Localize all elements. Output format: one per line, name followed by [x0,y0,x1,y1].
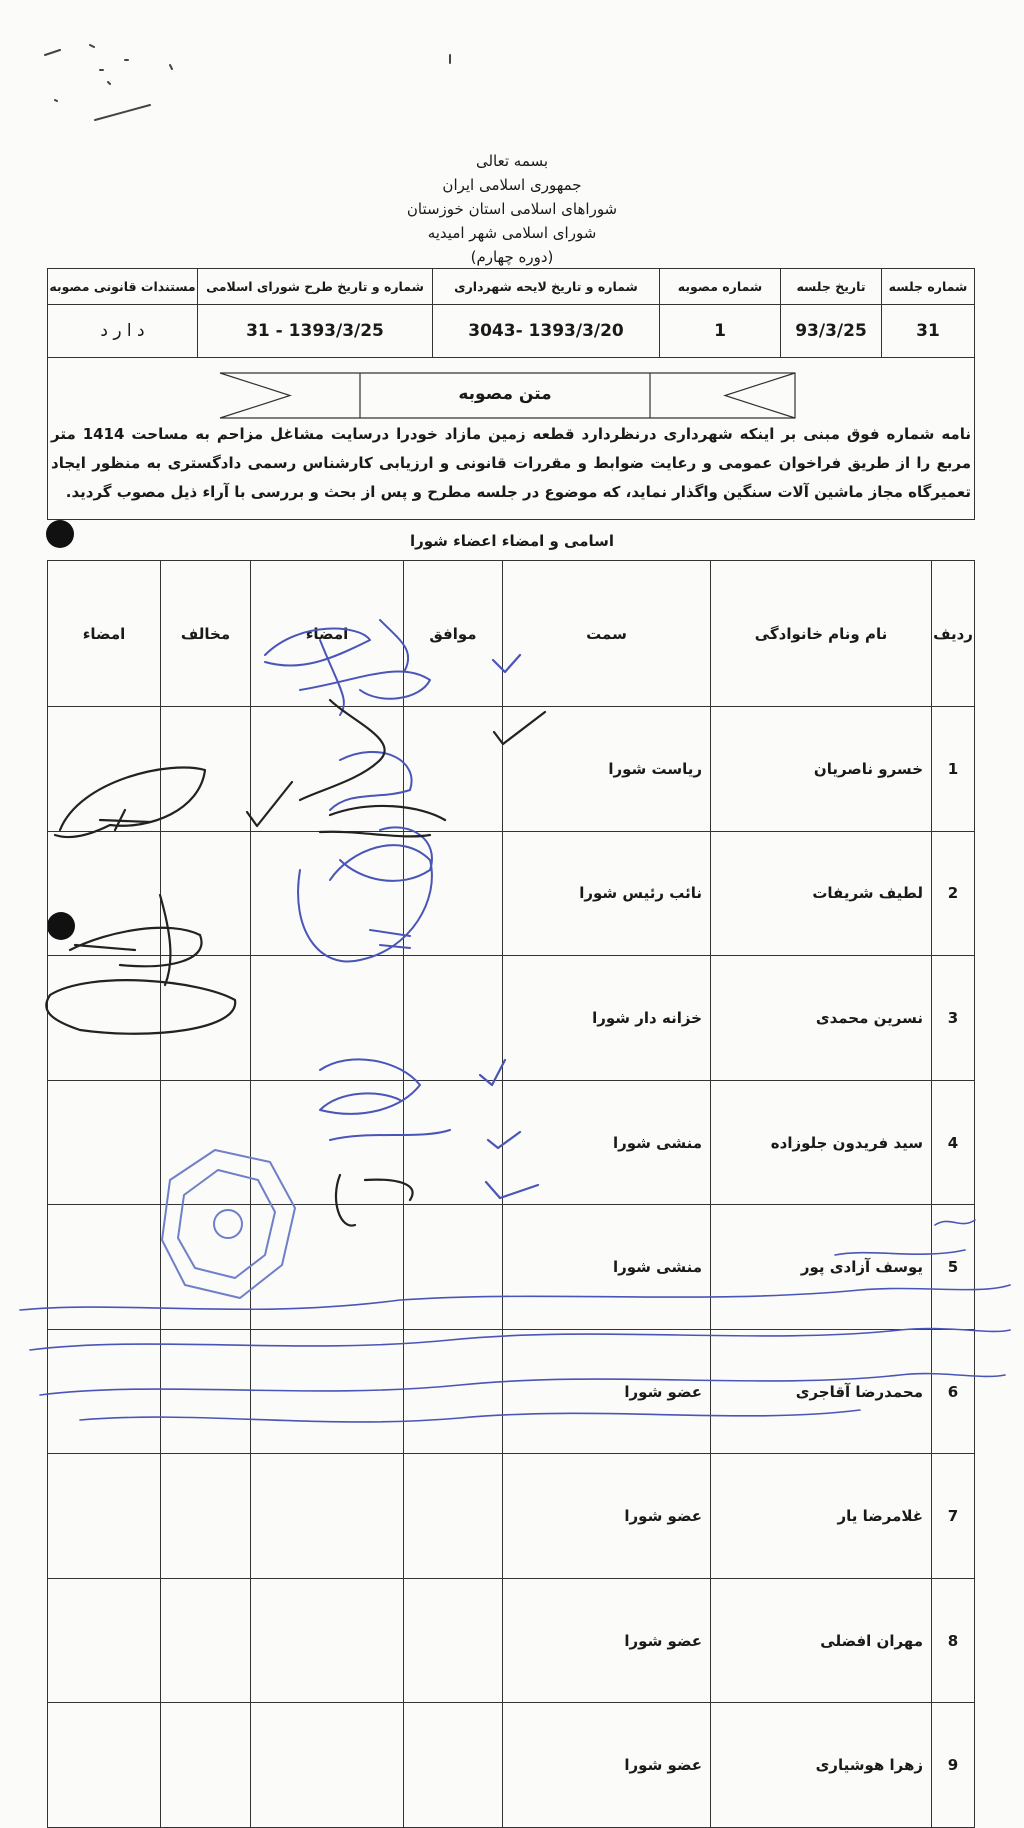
meta-header-resolution-no: شماره مصوبه [660,269,781,305]
member-disagree [161,1578,251,1703]
member-disagree [161,1703,251,1828]
member-position: عضو شورا [503,1454,711,1579]
resolution-title: متن مصوبه [458,384,552,404]
header-term: (دوره چهارم) [470,248,554,266]
member-row [48,1205,975,1330]
member-signature [251,1703,404,1828]
member-agree [404,1578,503,1703]
member-agree [404,1454,503,1579]
member-signature-2 [48,1454,161,1579]
resolution-title-banner [0,0,1024,430]
meta-header-legal-docs: مستندات قانونی مصوبه [48,269,198,305]
member-name: غلامرضا یار [711,1454,932,1579]
meta-session-no: 31 [882,305,975,358]
member-signature-2 [48,831,161,956]
member-agree [404,1205,503,1330]
member-agree [404,1329,503,1454]
member-signature [251,1454,404,1579]
header-country: جمهوری اسلامی ایران [442,176,582,194]
member-no: 3 [932,956,975,1081]
col-signature-2: امضاء [48,561,161,707]
member-disagree [161,831,251,956]
member-position: ریاست شورا [503,707,711,832]
member-name: زهرا هوشیاری [711,1703,932,1828]
member-no: 7 [932,1454,975,1579]
member-no: 6 [932,1329,975,1454]
member-position: عضو شورا [503,1703,711,1828]
member-position: منشی شورا [503,1080,711,1205]
member-signature [251,831,404,956]
member-position: نائب رئیس شورا [503,831,711,956]
member-no: 2 [932,831,975,956]
member-row [48,831,975,956]
member-row [48,1454,975,1579]
member-no: 9 [932,1703,975,1828]
member-position: عضو شورا [503,1578,711,1703]
meta-header-session-date: تاریخ جلسه [781,269,882,305]
member-rows [48,707,975,1828]
member-signature [251,1578,404,1703]
member-no: 5 [932,1205,975,1330]
col-row-no: ردیف [932,561,975,707]
member-signature [251,1080,404,1205]
meta-resolution-no: 1 [660,305,781,358]
meta-header-plan: شماره و تاریخ طرح شورای اسلامی [198,269,433,305]
member-disagree [161,956,251,1081]
member-row [48,956,975,1081]
member-disagree [161,707,251,832]
member-position: عضو شورا [503,1329,711,1454]
member-position: منشی شورا [503,1205,711,1330]
meta-header-bill: شماره و تاریخ لایحه شهرداری [433,269,660,305]
member-name: یوسف آزادی پور [711,1205,932,1330]
member-row [48,1329,975,1454]
member-agree [404,831,503,956]
member-signature-2 [48,1703,161,1828]
member-signature-2 [48,1329,161,1454]
member-name: نسرین محمدی [711,956,932,1081]
header-bismillah: بسمه تعالی [475,152,549,170]
header-city-council: شورای اسلامی شهر امیدیه [427,224,597,242]
member-disagree [161,1454,251,1579]
meta-header-session-no: شماره جلسه [882,269,975,305]
member-no: 8 [932,1578,975,1703]
meta-plan: 1393/3/25 - 31 [198,305,433,358]
member-signature-2 [48,1205,161,1330]
meta-bill: 1393/3/20 -3043 [433,305,660,358]
member-signature [251,707,404,832]
resolution-text: نامه شماره فوق مبنی بر اینکه شهرداری درنظردارد قطعه زمین مازاد خودرا درسایت مشاغل مزاحم به مساحت 1414 متر مربع را از طریق فراخوان عمومی و رعایت ضوابط و مقررات قانونی و ارزیابی کارشناس رسمی دادگستری به منظور ایجاد تعمیرگاه مجاز ماشین آلات سنگین واگذار نماید، که موضوع در جلسه مطرح و پس از بحث و بررسی با آراء ذیل مصوب گردید. [51,425,971,501]
member-row [48,1578,975,1703]
members-table [47,560,975,1828]
member-position: خزانه دار شورا [503,956,711,1081]
member-signature-2 [48,1578,161,1703]
col-agree: موافق [404,561,503,707]
member-row [48,1703,975,1828]
member-row [48,1080,975,1205]
member-name: لطیف شریفات [711,831,932,956]
member-row [48,707,975,832]
member-disagree [161,1205,251,1330]
member-signature-2 [48,1080,161,1205]
member-signature-2 [48,956,161,1081]
member-signature [251,956,404,1081]
member-signature [251,1329,404,1454]
member-agree [404,1080,503,1205]
col-position: سمت [503,561,711,707]
member-signature-2 [48,707,161,832]
member-agree [404,1703,503,1828]
member-name: خسرو ناصریان [711,707,932,832]
col-name: نام ونام خانوادگی [711,561,932,707]
member-no: 4 [932,1080,975,1205]
member-name: مهران افضلی [711,1578,932,1703]
meta-legal-docs: د ا ر د [48,305,198,358]
col-signature: امضاء [251,561,404,707]
member-disagree [161,1080,251,1205]
header-province-councils: شوراهای اسلامی استان خوزستان [406,200,618,218]
col-disagree: مخالف [161,561,251,707]
member-agree [404,707,503,832]
members-title: اسامی و امضاء اعضاء شورا [409,532,615,550]
member-agree [404,956,503,1081]
member-signature [251,1205,404,1330]
member-name: محمدرضا آقاجری [711,1329,932,1454]
member-name: سید فریدون جلوزاده [711,1080,932,1205]
member-no: 1 [932,707,975,832]
meta-session-date: 93/3/25 [781,305,882,358]
member-disagree [161,1329,251,1454]
